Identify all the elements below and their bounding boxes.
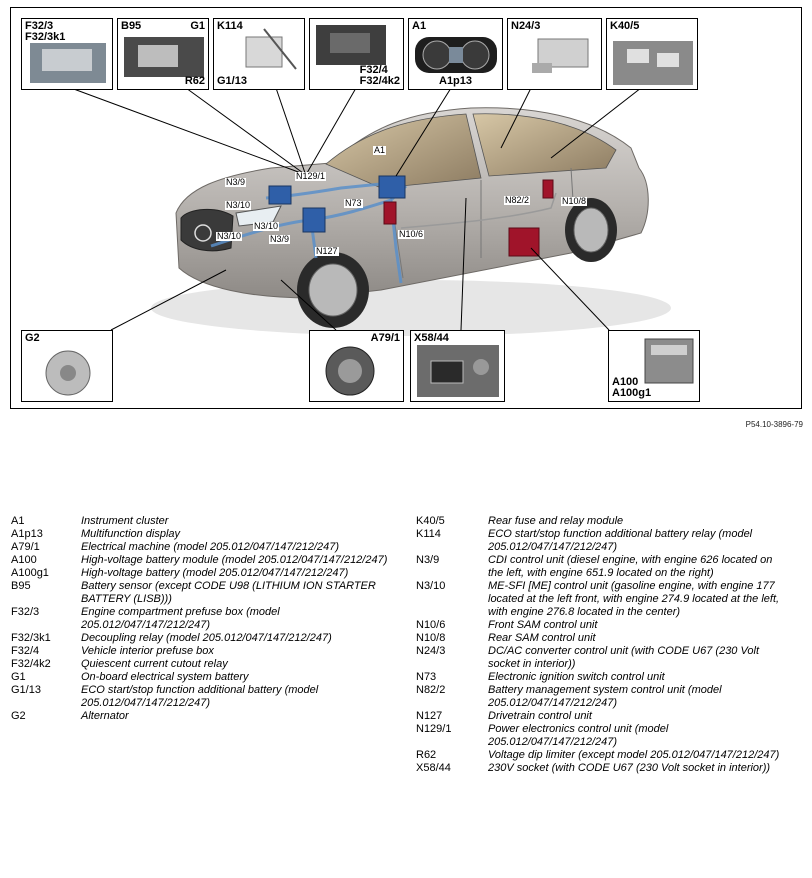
legend-code: F32/3 [11,606,40,618]
legend-description: 230V socket (with CODE U67 (230 Volt socket in interior)) [488,762,771,774]
legend-description: Instrument cluster [81,515,169,527]
legend-description: Electrical machine (model 205.012/047/147/212/247) [81,541,340,553]
callout-label: N10/8 [562,196,587,206]
thumbnail-label: N24/3 [511,20,541,32]
thumbnail-f32-4 [309,18,404,90]
legend-code: K40/5 [416,515,445,527]
thumbnail-k40-5 [606,18,698,90]
legend-description: Rear fuse and relay module [488,515,624,527]
legend-row [11,632,396,645]
legend-code: A100 [11,554,37,566]
thumbnail-label: A100 A100g1 [612,376,652,399]
thumbnail-label: F32/3 F32/3k1 [25,20,66,43]
legend-description: Drivetrain control unit [488,710,592,722]
callout-label: A1 [374,145,386,155]
legend-description: On-board electrical system battery [81,671,249,683]
legend-description: Battery management system control unit (model 205.012/047/147/212/247) [488,684,722,709]
legend-row [11,580,396,606]
thumbnail-g2 [21,330,113,402]
thumbnail-label: K40/5 [610,20,640,32]
legend-code: G1/13 [11,684,41,696]
legend-code: F32/3k1 [11,632,51,644]
legend-row [11,684,396,710]
thumbnail-label: A1 [412,20,427,32]
thumbnail-a100 [608,330,700,402]
legend-code: A100g1 [11,567,49,579]
legend-row [416,632,808,645]
legend-left [11,515,396,723]
legend-description: Rear SAM control unit [488,632,596,644]
callout-label: N10/6 [399,229,424,239]
legend-row [416,515,808,528]
legend-description: ME-SFI [ME] control unit (gasoline engine, with engine 177 located at the left front, with engine 274.9 located at the left, with engine 276.8 located in the center) [488,580,780,618]
legend-row [416,619,808,632]
legend-row [416,645,808,671]
legend-description: ECO start/stop function additional battery relay (model 205.012/047/147/212/247) [488,528,753,553]
legend-right [416,515,808,775]
legend-code: A79/1 [11,541,40,553]
legend-row [416,528,808,554]
legend-code: G2 [11,710,26,722]
legend-row [416,762,808,775]
thumbnail-label: X58/44 [414,332,449,344]
callout-label: N3/9 [226,177,246,187]
legend-description: DC/AC converter control unit (with CODE U67 (230 Volt socket in interior)) [488,645,760,670]
callout-label: N127 [316,246,338,256]
callout-label: N82/2 [505,195,530,205]
legend-code: R62 [416,749,437,761]
legend-description: Electronic ignition switch control unit [488,671,665,683]
thumbnail-label: G1 [190,20,205,32]
legend-description: ECO start/stop function additional battery (model 205.012/047/147/212/247) [81,684,319,709]
legend-code: X58/44 [416,762,451,774]
legend-row [11,515,396,528]
legend-code: B95 [11,580,31,592]
legend-row [11,567,396,580]
legend-description: Front SAM control unit [488,619,598,631]
legend-description: Multifunction display [81,528,181,540]
legend-row [11,606,396,632]
legend-row [416,554,808,580]
legend-code: N82/2 [416,684,446,696]
legend-description: Vehicle interior prefuse box [81,645,214,657]
legend-code: N73 [416,671,437,683]
legend-code: N129/1 [416,723,452,735]
legend-code: N3/10 [416,580,446,592]
thumbnail-label: K114 [217,20,243,32]
legend-description: Voltage dip limiter (except model 205.012/047/147/212/247) [488,749,780,761]
legend-row [11,554,396,567]
legend-code: N24/3 [416,645,446,657]
legend-row [11,710,396,723]
legend-description: Alternator [81,710,129,722]
component-location-diagram [10,7,802,409]
thumbnail-label: G1/13 [217,75,247,87]
legend-row [11,645,396,658]
legend-description: Engine compartment prefuse box (model 205.012/047/147/212/247) [81,606,280,631]
callout-label: N129/1 [296,171,326,181]
legend-row [11,528,396,541]
legend-description: Decoupling relay (model 205.012/047/147/212/247) [81,632,332,644]
thumbnail-label: A79/1 [370,332,400,344]
legend-row [416,671,808,684]
legend-code: N10/8 [416,632,446,644]
legend-code: A1p13 [11,528,43,540]
legend-description: Quiescent current cutout relay [81,658,228,670]
legend-code: N10/6 [416,619,446,631]
thumbnail-a1 [408,18,503,90]
thumbnail-f32-3 [21,18,113,90]
thumbnail-x58-44 [410,330,505,402]
legend-code: F32/4 [11,645,40,657]
thumbnail-label: G2 [25,332,40,344]
thumbnail-b95 [117,18,209,90]
thumbnail-n24-3 [507,18,602,90]
legend-row [416,580,808,619]
legend-code: A1 [11,515,25,527]
legend-description: High-voltage battery (model 205.012/047/147/212/247) [81,567,349,579]
legend-code: F32/4k2 [11,658,51,670]
thumbnail-a79-1 [309,330,404,402]
legend-description: Battery sensor (except CODE U98 (LITHIUM ION STARTER BATTERY (LISB))) [81,580,376,605]
thumbnail-label: R62 [184,75,205,87]
legend-code: G1 [11,671,26,683]
legend-description: Power electronics control unit (model 205.012/047/147/212/247) [488,723,669,748]
callout-label: N3/10 [226,200,251,210]
legend-row [416,684,808,710]
legend-row [11,541,396,554]
legend-row [11,658,396,671]
legend-row [416,723,808,749]
callout-label: N3/9 [270,234,290,244]
legend-code: K114 [416,528,441,540]
legend-code: N3/9 [416,554,440,566]
thumbnail-label: A1p13 [439,75,473,87]
callout-label: N3/10 [217,231,242,241]
thumbnail-label: F32/4 F32/4k2 [359,64,400,87]
legend-code: N127 [416,710,443,722]
callout-label: N73 [345,198,362,208]
legend-row [11,671,396,684]
legend-description: CDI control unit (diesel engine, with engine 626 located on the left, with engine 651.9 located on the right) [488,554,773,579]
thumbnail-label: B95 [121,20,142,32]
legend-description: High-voltage battery module (model 205.012/047/147/212/247) [81,554,388,566]
legend-row [416,749,808,762]
callout-label: N3/10 [254,221,279,231]
figure-reference: P54.10-3896-79 [745,420,803,429]
legend-row [416,710,808,723]
thumbnail-k114 [213,18,305,90]
